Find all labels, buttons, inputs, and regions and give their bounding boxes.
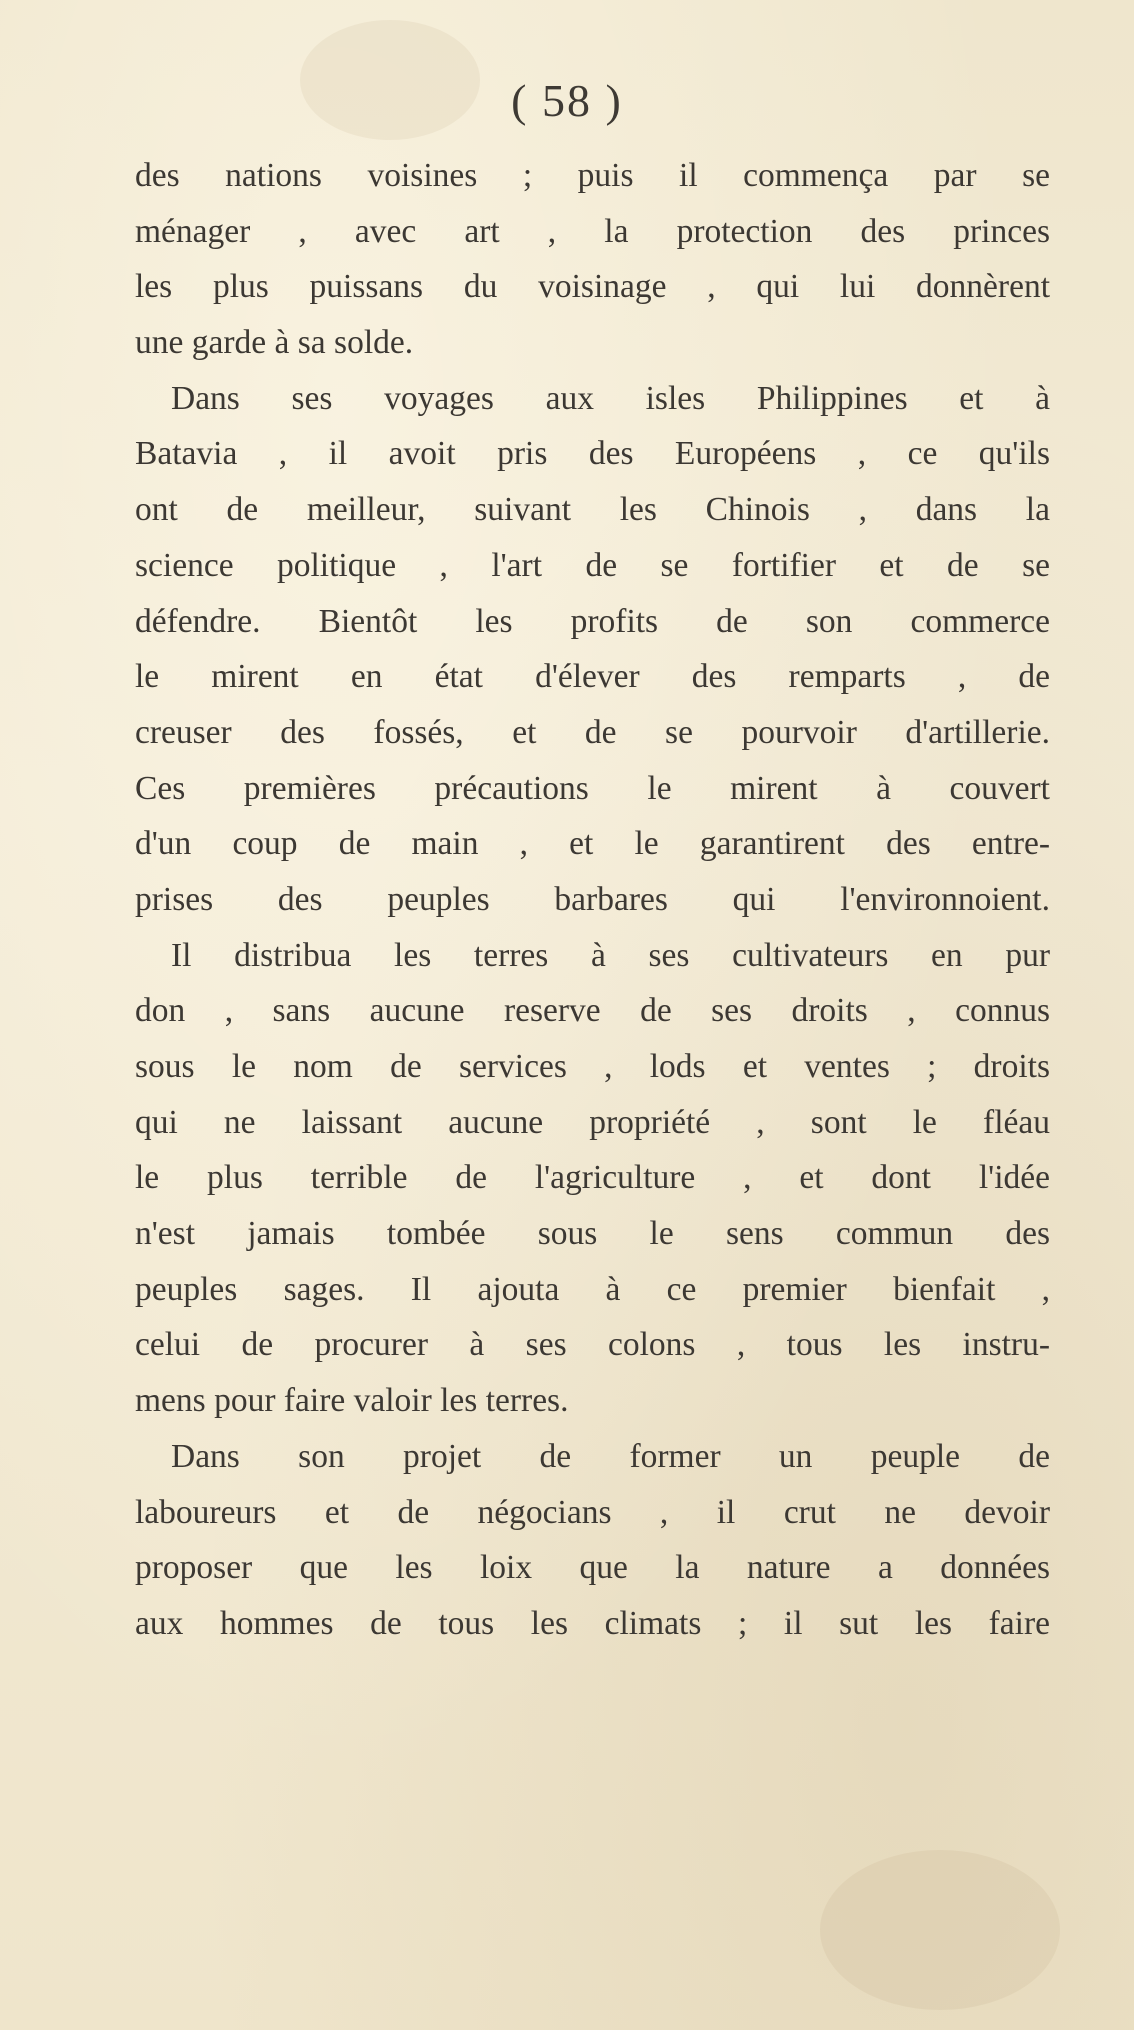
text-line: qui ne laissant aucune propriété , sont le fléau <box>135 1103 1050 1141</box>
text-line: défendre. Bientôt les profits de son commerce <box>135 602 1050 640</box>
text-line: creuser des fossés, et de se pourvoir d'artillerie. <box>135 713 1050 751</box>
body-text <box>135 148 1050 1652</box>
text-line: celui de procurer à ses colons , tous les instru- <box>135 1326 1050 1364</box>
text-line: le mirent en état d'élever des remparts , de <box>135 658 1050 696</box>
text-line: science politique , l'art de se fortifier et de se <box>135 546 1050 584</box>
text-line: une garde à sa solde. <box>135 324 414 362</box>
text-line: Il distribua les terres à ses cultivateurs en pur <box>171 936 1050 974</box>
text-line: Ces premières précautions le mirent à couvert <box>135 769 1050 807</box>
text-line: laboureurs et de négocians , il crut ne devoir <box>135 1493 1050 1531</box>
text-line: des nations voisines ; puis il commença par se <box>135 157 1050 194</box>
text-line: don , sans aucune reserve de ses droits , connus <box>135 992 1050 1030</box>
text-line: peuples sages. Il ajouta à ce premier bienfait , <box>135 1270 1050 1308</box>
text-line: Dans son projet de former un peuple de <box>171 1437 1050 1475</box>
text-line: le plus terrible de l'agriculture , et dont l'idée <box>135 1159 1050 1197</box>
text-line: ménager , avec art , la protection des princes <box>135 212 1050 250</box>
text-line: les plus puissans du voisinage , qui lui donnèrent <box>135 268 1050 306</box>
text-line: Batavia , il avoit pris des Européens , ce qu'ils <box>135 435 1050 473</box>
text-line: d'un coup de main , et le garantirent des entre- <box>135 825 1050 863</box>
text-line: proposer que les loix que la nature a données <box>135 1549 1050 1587</box>
text-line: Dans ses voyages aux isles Philippines et à <box>171 379 1050 417</box>
text-line: prises des peuples barbares qui l'environnoient. <box>135 880 1050 918</box>
text-line: n'est jamais tombée sous le sens commun des <box>135 1215 1050 1253</box>
paper-stain <box>820 1850 1060 2010</box>
text-line: sous le nom de services , lods et ventes ; droits <box>135 1048 1050 1085</box>
text-line: aux hommes de tous les climats ; il sut les faire <box>135 1604 1050 1642</box>
text-line: mens pour faire valoir les terres. <box>135 1382 569 1420</box>
text-line: ont de meilleur, suivant les Chinois , dans la <box>135 491 1050 529</box>
page-number: ( 58 ) <box>511 75 623 126</box>
